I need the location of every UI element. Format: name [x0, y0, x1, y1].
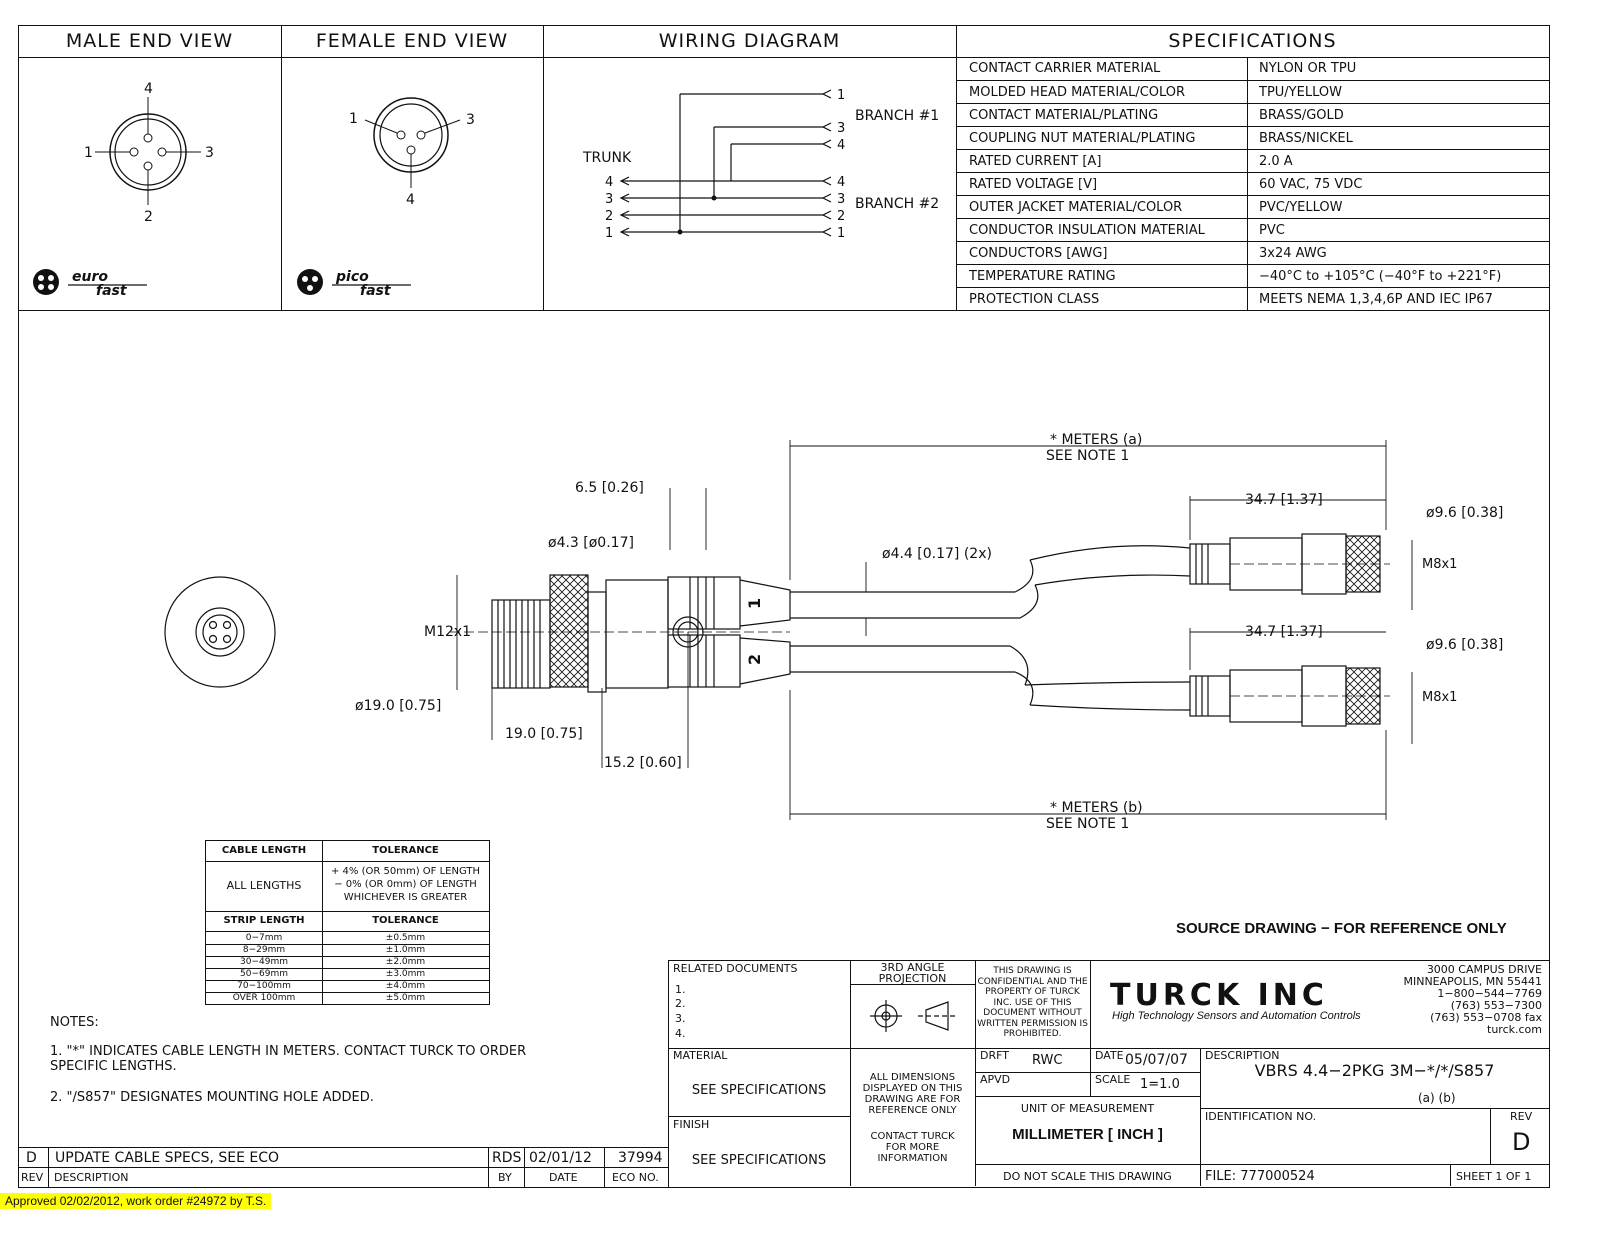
- related-doc-1: 1.: [675, 983, 686, 996]
- confidential-line: WRITTEN PERMISSION IS: [977, 1018, 1088, 1029]
- strip-tolerance-value: ±3.0mm: [385, 969, 426, 979]
- rev-header-eco: ECO NO.: [612, 1171, 659, 1184]
- trunk-pin-3: 3: [605, 192, 614, 207]
- rev-col-4: [604, 1148, 605, 1187]
- strip-tolerance-value: ±2.0mm: [385, 957, 426, 967]
- spec-row: [956, 195, 1549, 219]
- rev-col-3: [524, 1148, 525, 1187]
- spec-label: MOLDED HEAD MATERIAL/COLOR: [969, 85, 1186, 100]
- turck-logo: TURCK INC: [1110, 978, 1328, 1013]
- strip-tolerance-value: ±0.5mm: [385, 933, 426, 943]
- rev-header-rev: REV: [21, 1171, 44, 1184]
- unit-value: MILLIMETER [ INCH ]: [1012, 1126, 1163, 1143]
- rev-header-desc: DESCRIPTION: [54, 1171, 129, 1184]
- all-dimensions-line: REFERENCE ONLY: [868, 1105, 957, 1116]
- all-dimensions-line: DISPLAYED ON THIS: [862, 1083, 963, 1094]
- eurofast-text-1: euro: [72, 269, 108, 285]
- strip-length-value: 50−69mm: [240, 969, 288, 979]
- picofast-logo: [296, 266, 416, 298]
- male-pin-2: 2: [144, 209, 153, 225]
- date-value: 05/07/07: [1125, 1052, 1188, 1068]
- specifications-title: SPECIFICATIONS: [1168, 30, 1337, 52]
- strip-length-value: OVER 100mm: [232, 993, 296, 1003]
- dim-m8-bottom: M8x1: [1422, 690, 1458, 705]
- all-tol-2: − 0% (OR 0mm) OF LENGTH: [334, 879, 477, 890]
- spec-value: 60 VAC, 75 VDC: [1259, 177, 1363, 192]
- strip-length-header: STRIP LENGTH: [223, 915, 305, 926]
- tol-line-1: [206, 861, 489, 862]
- scale-value: 1=1.0: [1140, 1077, 1180, 1092]
- address-line: (763) 553−0708 fax: [1430, 1011, 1542, 1024]
- spec-value: −40°C to +105°C (−40°F to +221°F): [1259, 269, 1502, 284]
- third-angle-label: 3RD ANGLE: [880, 961, 945, 974]
- address-line: (763) 553−7300: [1450, 999, 1542, 1012]
- description-sub: (a) (b): [1418, 1091, 1456, 1105]
- spec-label: OUTER JACKET MATERIAL/COLOR: [969, 200, 1183, 215]
- turck-tagline: High Technology Sensors and Automation Controls: [1112, 1010, 1361, 1022]
- trunk-pin-2: 2: [605, 209, 614, 224]
- wiring-diagram-title: WIRING DIAGRAM: [658, 30, 841, 52]
- spec-label: CONTACT MATERIAL/PLATING: [969, 108, 1159, 123]
- port-2-label: 2: [745, 653, 764, 665]
- strip-tolerance-value: ±5.0mm: [385, 993, 426, 1003]
- spec-value: PVC/YELLOW: [1259, 200, 1343, 215]
- spec-row: [956, 149, 1549, 173]
- tol-line-2: [206, 911, 489, 912]
- tb-col-3: [1090, 960, 1091, 1048]
- spec-value: NYLON OR TPU: [1259, 61, 1357, 76]
- dim-6-5: 6.5 [0.26]: [575, 480, 644, 496]
- port-1-label: 1: [745, 597, 764, 609]
- spec-row: [956, 126, 1549, 150]
- male-end-view-title: MALE END VIEW: [65, 30, 234, 52]
- dim-19-0-dia: ø19.0 [0.75]: [355, 698, 442, 714]
- do-not-scale: DO NOT SCALE THIS DRAWING: [1003, 1170, 1172, 1183]
- confidential-line: PROPERTY OF TURCK: [985, 987, 1080, 997]
- note-1a: 1. "*" INDICATES CABLE LENGTH IN METERS. CONTACT TURCK TO ORDER: [50, 1044, 527, 1059]
- strip-tolerance-value: ±4.0mm: [385, 981, 426, 991]
- tb-row-2: [668, 1116, 850, 1117]
- rev-value: D: [1512, 1128, 1531, 1156]
- spec-label: RATED VOLTAGE [V]: [969, 177, 1098, 192]
- spec-value: 3x24 AWG: [1259, 246, 1327, 261]
- revision-block: [18, 1147, 668, 1187]
- male-pin-1: 1: [84, 145, 93, 161]
- strip-tolerance-value: ±1.0mm: [385, 945, 426, 955]
- spec-label: COUPLING NUT MATERIAL/PLATING: [969, 131, 1196, 146]
- branch2-pin-3: 3: [837, 192, 846, 207]
- all-tol-1: + 4% (OR 50mm) OF LENGTH: [331, 866, 480, 877]
- strip-length-value: 30−49mm: [240, 957, 288, 967]
- tolerance-header: TOLERANCE: [372, 845, 439, 856]
- dim-9-6-bottom: ø9.6 [0.38]: [1426, 637, 1504, 653]
- female-pin-3: 3: [466, 112, 475, 128]
- confidential-line: INC. USE OF THIS: [993, 997, 1072, 1008]
- description-value: VBRS 4.4−2PKG 3M−*/*/S857: [1254, 1061, 1495, 1080]
- cable-length-header: CABLE LENGTH: [221, 845, 307, 856]
- spec-label: PROTECTION CLASS: [969, 292, 1100, 307]
- dim-4-4: ø4.4 [0.17] (2x): [882, 546, 992, 562]
- rev-description: UPDATE CABLE SPECS, SEE ECO: [55, 1150, 280, 1166]
- tb-row-6: [1200, 1108, 1549, 1109]
- contact-line: INFORMATION: [877, 1153, 948, 1164]
- all-dimensions-line: DRAWING ARE FOR: [864, 1094, 961, 1105]
- approval-banner: Approved 02/02/2012, work order #24972 by T.S.: [0, 1193, 271, 1209]
- spec-value: TPU/YELLOW: [1259, 85, 1342, 100]
- all-lengths: ALL LENGTHS: [226, 879, 302, 892]
- branch2-pin-2: 2: [837, 209, 846, 224]
- material-value: SEE SPECIFICATIONS: [691, 1083, 827, 1098]
- spec-label: CONDUCTORS [AWG]: [969, 246, 1108, 261]
- spec-row: [956, 241, 1549, 265]
- strip-length-value: 70−100mm: [237, 981, 291, 991]
- projection-label: PROJECTION: [878, 972, 947, 985]
- spec-value: BRASS/NICKEL: [1259, 131, 1353, 146]
- rev-eco: 37994: [618, 1150, 663, 1166]
- divider-1: [281, 25, 282, 310]
- dim-34-7-top: 34.7 [1.37]: [1245, 492, 1323, 508]
- dim-9-6-top: ø9.6 [0.38]: [1426, 505, 1504, 521]
- all-tol-3: WHICHEVER IS GREATER: [343, 892, 468, 903]
- rev-mid-line: [18, 1167, 668, 1168]
- related-doc-3: 3.: [675, 1012, 686, 1025]
- address-line: 1−800−544−7769: [1437, 987, 1542, 1000]
- picofast-text-1: pico: [336, 269, 369, 285]
- confidential-line: PROHIBITED.: [1003, 1029, 1062, 1039]
- rev-by: RDS: [492, 1150, 522, 1166]
- related-documents-label: RELATED DOCUMENTS: [673, 962, 798, 975]
- rev-label: REV: [1510, 1110, 1533, 1123]
- spec-label: CONTACT CARRIER MATERIAL: [969, 61, 1161, 76]
- branch1-pin-1: 1: [837, 88, 846, 103]
- note-2: 2. "/S857" DESIGNATES MOUNTING HOLE ADDED.: [50, 1090, 374, 1105]
- spec-row: [956, 264, 1549, 288]
- rev-col-1: [48, 1148, 49, 1187]
- female-pin-1: 1: [349, 111, 358, 127]
- eurofast-text-2: fast: [96, 283, 127, 298]
- female-pin-4: 4: [406, 192, 415, 208]
- spec-value: BRASS/GOLD: [1259, 108, 1344, 123]
- address-line: 3000 CAMPUS DRIVE: [1426, 963, 1542, 976]
- spec-label: RATED CURRENT [A]: [969, 154, 1102, 169]
- spec-value: 2.0 A: [1259, 154, 1293, 169]
- confidential-line: CONFIDENTIAL AND THE: [977, 976, 1088, 987]
- wiring-diagram: [543, 58, 956, 308]
- spec-label: CONDUCTOR INSULATION MATERIAL: [969, 223, 1205, 238]
- related-doc-4: 4.: [675, 1027, 686, 1040]
- drft-label: DRFT: [980, 1049, 1009, 1062]
- spec-row: [956, 57, 1549, 80]
- see-note-a: SEE NOTE 1: [1046, 448, 1130, 464]
- spec-row: [956, 172, 1549, 196]
- finish-label: FINISH: [673, 1118, 710, 1131]
- strip-length-value: 8−29mm: [242, 945, 286, 955]
- confidential-line: DOCUMENT WITHOUT: [983, 1008, 1082, 1018]
- tolerance-table: [205, 840, 490, 1005]
- all-dimensions-line: ALL DIMENSIONS: [869, 1072, 956, 1083]
- drft-value: RWC: [1032, 1053, 1063, 1068]
- address-line: MINNEAPOLIS, MN 55441: [1403, 975, 1542, 988]
- identification-label: IDENTIFICATION NO.: [1205, 1110, 1317, 1123]
- dim-m12: M12x1: [424, 624, 472, 640]
- male-pin-4: 4: [144, 81, 153, 97]
- spec-value: PVC: [1259, 223, 1285, 238]
- spec-value: MEETS NEMA 1,3,4,6P AND IEC IP67: [1259, 292, 1493, 307]
- material-label: MATERIAL: [673, 1049, 728, 1062]
- trunk-label: TRUNK: [583, 150, 632, 166]
- description-label: DESCRIPTION: [1205, 1049, 1280, 1062]
- dim-34-7-bottom: 34.7 [1.37]: [1245, 624, 1323, 640]
- see-note-b: SEE NOTE 1: [1046, 816, 1130, 832]
- rev-col-2: [488, 1148, 489, 1187]
- meters-b-label: * METERS (b): [1050, 800, 1143, 816]
- dim-m8-top: M8x1: [1422, 557, 1458, 572]
- trunk-pin-1: 1: [605, 226, 614, 241]
- rev-date: 02/01/12: [529, 1150, 592, 1166]
- related-doc-2: 2.: [675, 997, 686, 1010]
- strip-length-value: 0−7mm: [245, 933, 283, 943]
- dim-15-2: 15.2 [0.60]: [604, 755, 682, 771]
- address-line: turck.com: [1487, 1023, 1542, 1036]
- branch1-label: BRANCH #1: [855, 108, 940, 124]
- tol-line-3: [206, 931, 489, 932]
- tb-col-7: [1450, 1164, 1451, 1186]
- dim-19-0: 19.0 [0.75]: [505, 726, 583, 742]
- apvd-label: APVD: [980, 1073, 1011, 1086]
- date-label: DATE: [1095, 1049, 1124, 1062]
- branch1-pin-4: 4: [837, 138, 846, 153]
- tb-row-5: [975, 1096, 1200, 1097]
- picofast-text-2: fast: [360, 283, 391, 298]
- scale-label: SCALE: [1095, 1073, 1131, 1086]
- unit-of-measurement-label: UNIT OF MEASUREMENT: [1020, 1102, 1155, 1115]
- tb-row-7: [975, 1164, 1549, 1165]
- branch2-pin-4: 4: [837, 175, 846, 190]
- contact-line: FOR MORE: [885, 1142, 940, 1153]
- spec-row: [956, 218, 1549, 242]
- file-number: FILE: 777000524: [1205, 1169, 1315, 1184]
- male-pin-3: 3: [205, 145, 214, 161]
- finish-value: SEE SPECIFICATIONS: [691, 1153, 827, 1168]
- source-drawing-note: SOURCE DRAWING − FOR REFERENCE ONLY: [1176, 920, 1507, 937]
- branch2-pin-1: 1: [837, 226, 846, 241]
- branch1-pin-3: 3: [837, 121, 846, 136]
- tb-col-6: [1490, 1108, 1491, 1164]
- eurofast-logo: [32, 266, 152, 298]
- meters-a-label: * METERS (a): [1050, 432, 1143, 448]
- dim-4-3: ø4.3 [ø0.17]: [548, 535, 634, 551]
- notes-title: NOTES:: [50, 1015, 99, 1030]
- strip-tolerance-header: TOLERANCE: [372, 915, 439, 926]
- contact-line: CONTACT TURCK: [870, 1131, 955, 1142]
- trunk-pin-4: 4: [605, 175, 614, 190]
- rev-header-by: BY: [498, 1171, 512, 1184]
- note-1b: SPECIFIC LENGTHS.: [50, 1059, 177, 1074]
- branch2-label: BRANCH #2: [855, 196, 940, 212]
- third-angle-projection-symbol: [868, 998, 963, 1034]
- spec-label: TEMPERATURE RATING: [969, 269, 1116, 284]
- rev-letter: D: [26, 1150, 37, 1166]
- sheet-number: SHEET 1 OF 1: [1456, 1170, 1532, 1183]
- spec-row: [956, 287, 1549, 311]
- female-end-view: [335, 90, 495, 215]
- confidential-line: THIS DRAWING IS: [993, 966, 1072, 976]
- spec-row: [956, 103, 1549, 127]
- spec-row: [956, 80, 1549, 104]
- assembly-drawing: [150, 420, 1550, 840]
- male-end-view: [70, 75, 230, 230]
- rev-header-date: DATE: [549, 1171, 578, 1184]
- female-end-view-title: FEMALE END VIEW: [315, 30, 509, 52]
